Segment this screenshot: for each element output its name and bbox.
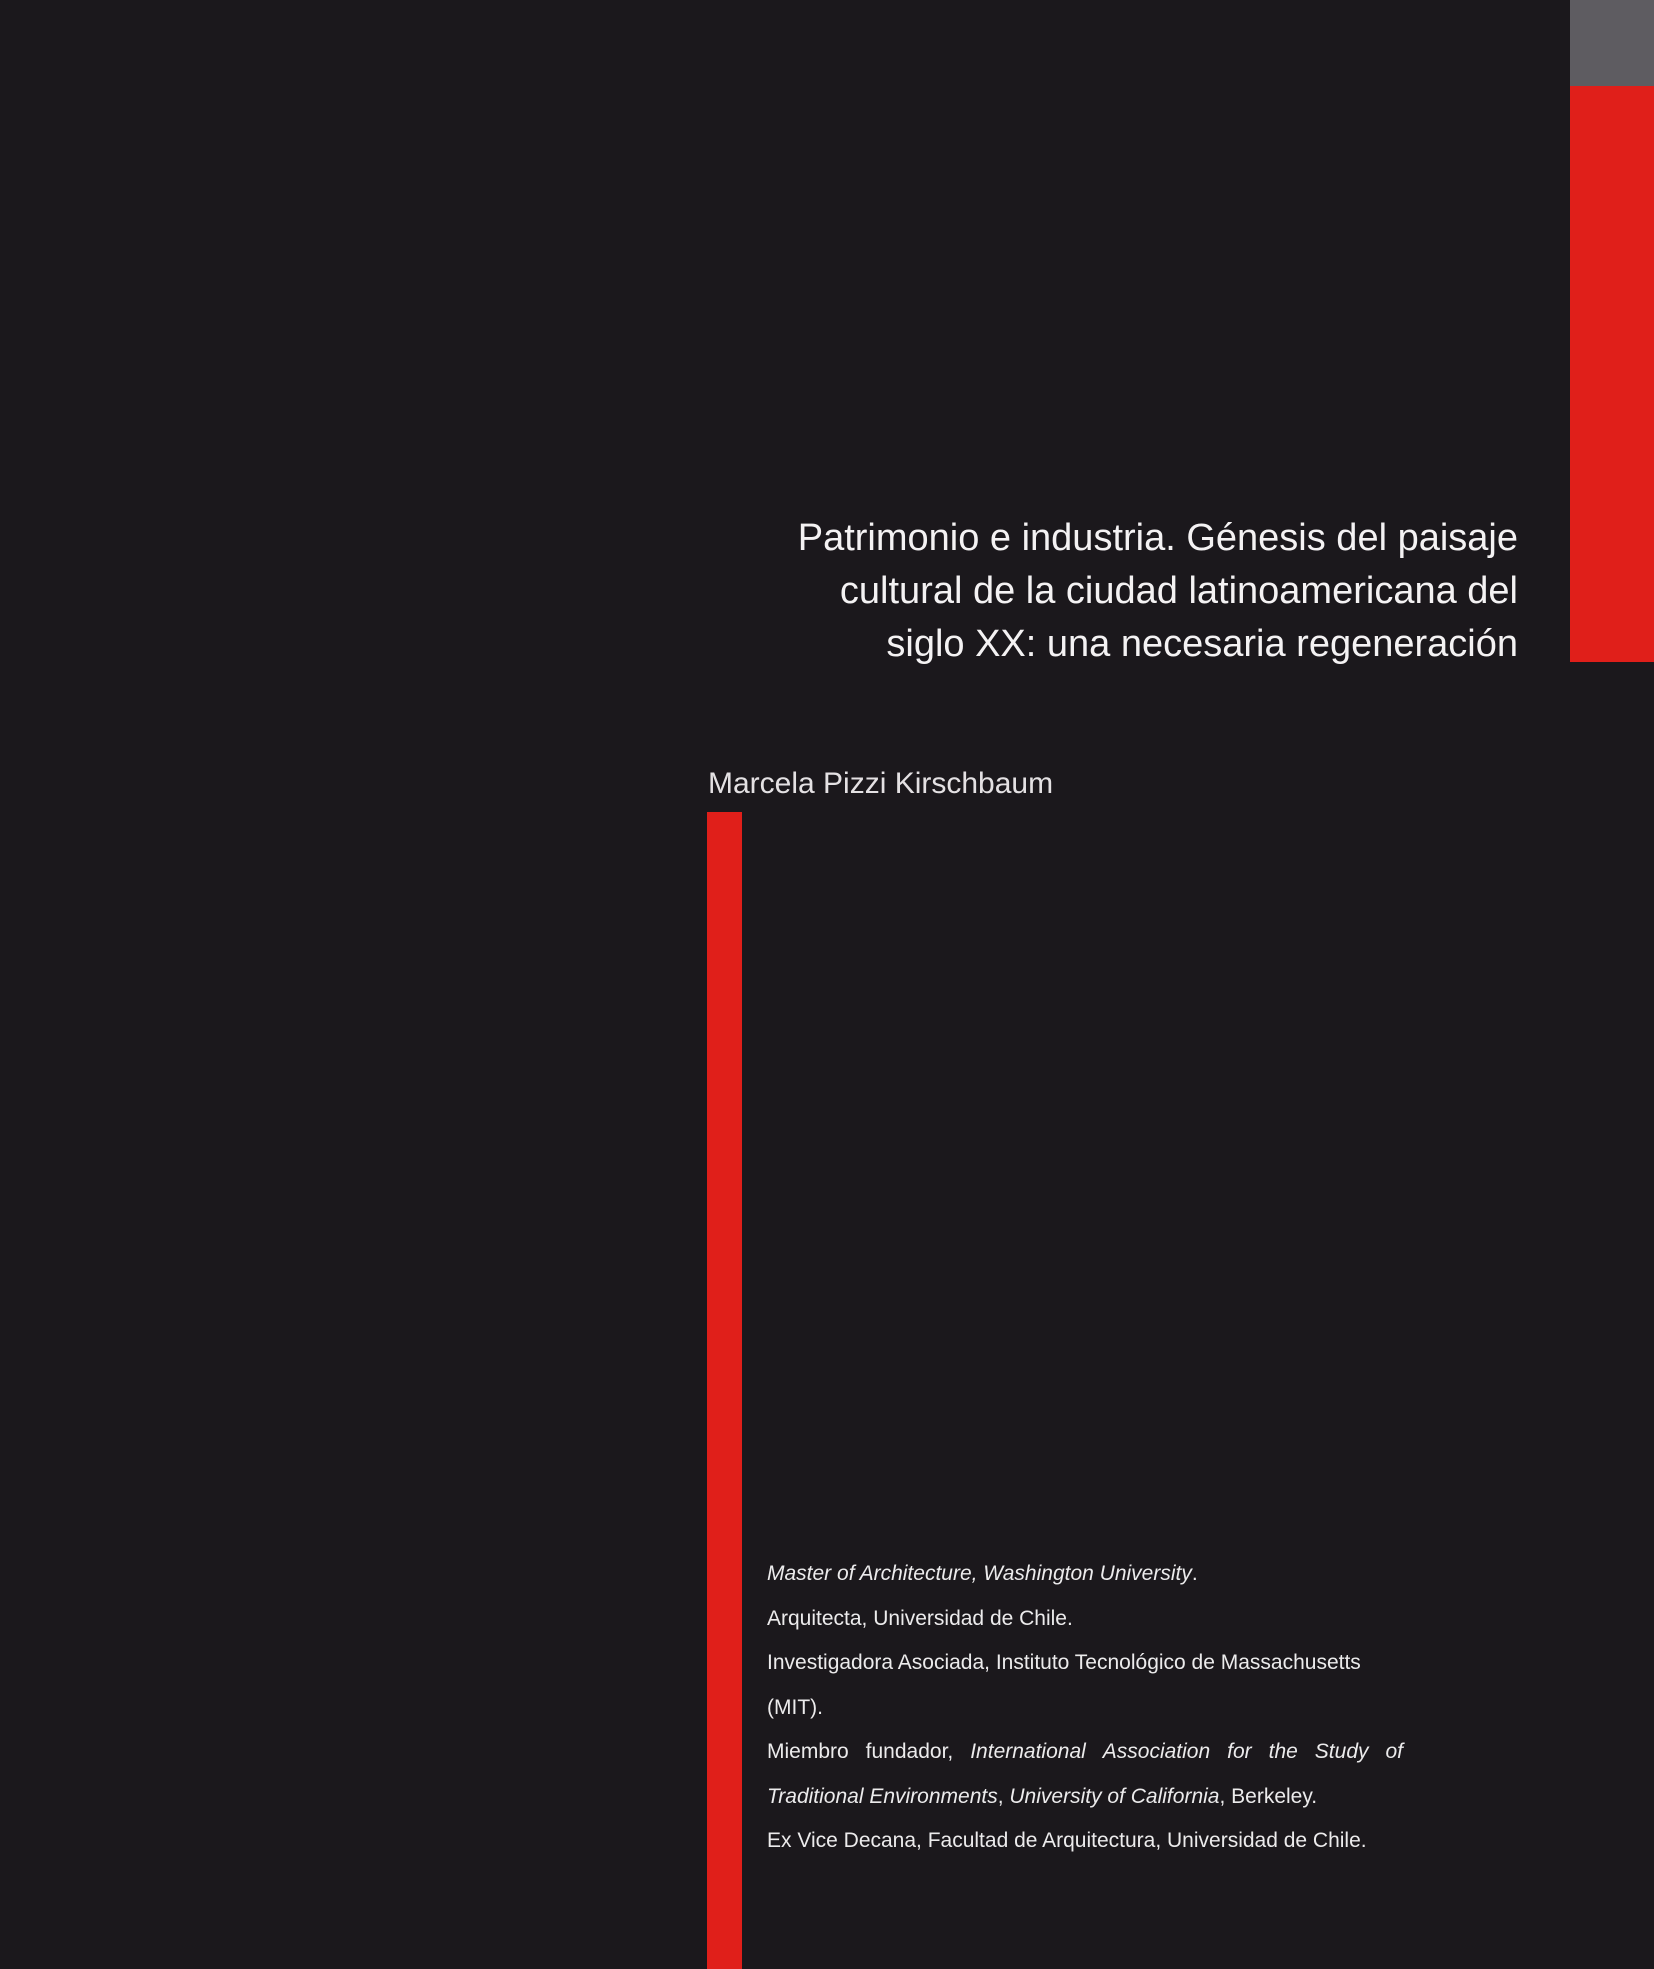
- bio-punct: ,: [997, 1784, 1010, 1808]
- bio-word: for: [1227, 1740, 1252, 1763]
- bio-line-investigadora: Investigadora Asociada, Instituto Tecnológico de Massachusetts: [767, 1651, 1361, 1674]
- bio-word: International: [970, 1740, 1086, 1763]
- bio-line-traditional: [767, 1775, 1407, 1820]
- bio-university: University of California: [1009, 1784, 1220, 1808]
- bio-punct: .: [1191, 1562, 1198, 1585]
- chapter-title-line: siglo XX: una necesaria regeneración: [886, 623, 1518, 665]
- bio-word: the: [1268, 1740, 1298, 1763]
- red-vertical-bar: [707, 812, 742, 1969]
- bio-word: fundador,: [865, 1740, 954, 1763]
- bio-line-exvice: Ex Vice Decana, Facultad de Arquitectura, Universidad de Chile.: [767, 1829, 1367, 1852]
- bio-word: of: [1385, 1740, 1403, 1763]
- bio-line-investigadora-cont: (MIT).: [767, 1695, 823, 1719]
- bio-degree: Master of Architecture, Washington University: [767, 1562, 1192, 1585]
- bio-line-arquitecta: Arquitecta, Universidad de Chile.: [767, 1606, 1073, 1630]
- bio-org: Traditional Environments: [767, 1784, 998, 1808]
- page-tab-red: [1570, 86, 1654, 662]
- chapter-title-line: Patrimonio e industria. Génesis del paisaje: [797, 517, 1518, 559]
- page-tab-gray: [1570, 0, 1654, 86]
- bio-word: Miembro: [767, 1740, 849, 1763]
- bio-word: Study: [1314, 1740, 1369, 1763]
- bio-word: Association: [1102, 1740, 1211, 1763]
- chapter-title-line: cultural de la ciudad latinoamericana del: [839, 570, 1518, 612]
- bio-city: , Berkeley.: [1219, 1784, 1318, 1808]
- chapter-title: [618, 512, 1518, 671]
- bio-line-master: [767, 1552, 1407, 1597]
- author-name: Marcela Pizzi Kirschbaum: [708, 767, 1054, 800]
- author-bio: [767, 1552, 1407, 1864]
- bio-line-miembro: [767, 1730, 1403, 1775]
